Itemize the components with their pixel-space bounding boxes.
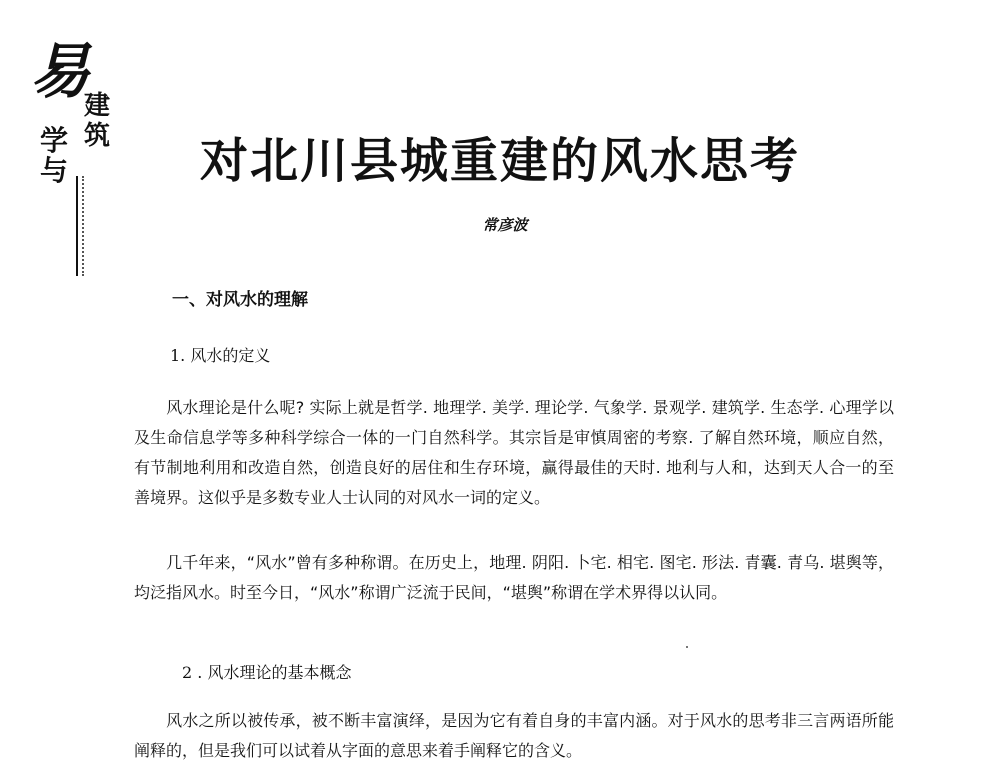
paragraph-text: 几千年来，“风水”曾有多种称谓。在历史上，地理. 阴阳. 卜宅. 相宅. 图宅. 形法. 青囊. 青乌. 堪舆等，均泛指风水。时至今日，“风水”称谓广泛流于民间，“堪舆”称谓在学术界得以认同。	[134, 553, 894, 602]
logo-char-jian: 建	[84, 91, 111, 121]
paragraph-text: 风水理论是什么呢? 实际上就是哲学. 地理学. 美学. 理论学. 气象学. 景观学. 建筑学. 生态学. 心理学以及生命信息学等多种科学综合一体的一门自然科学。其宗旨是审慎周密的考察. 了解自然环境，顺应自然，有节制地利用和改造自然，创造良好的居住和生存环境，赢得最佳的天时. 地利与人和，达到天人合一的至善境界。这似乎是多数专业人士认同的对风水一词的定义。	[134, 398, 894, 507]
logo-char-yu: 与	[40, 154, 69, 187]
logo-char-xue: 学	[40, 124, 69, 157]
paragraph-concepts	[134, 706, 894, 766]
paragraph-names	[134, 548, 894, 608]
logo-char-yi: 易	[30, 37, 90, 107]
subsection-heading-1: 1. 风水的定义	[170, 346, 271, 365]
article-title: 对北川县城重建的风水思考	[200, 133, 801, 189]
paragraph-text: 风水之所以被传承，被不断丰富演绎，是因为它有着自身的丰富内涵。对于风水的思考非三言两语所能阐释的，但是我们可以试着从字面的意思来着手阐释它的含义。	[134, 711, 894, 760]
logo-char-zhu: 筑	[84, 121, 111, 151]
scan-speck	[686, 646, 688, 648]
section-heading-1: 一、对风水的理解	[172, 290, 308, 310]
paragraph-definition	[134, 393, 894, 513]
subsection-heading-2: 2 . 风水理论的基本概念	[182, 663, 352, 682]
journal-logo	[30, 37, 130, 240]
article-author: 常彦波	[482, 216, 528, 234]
